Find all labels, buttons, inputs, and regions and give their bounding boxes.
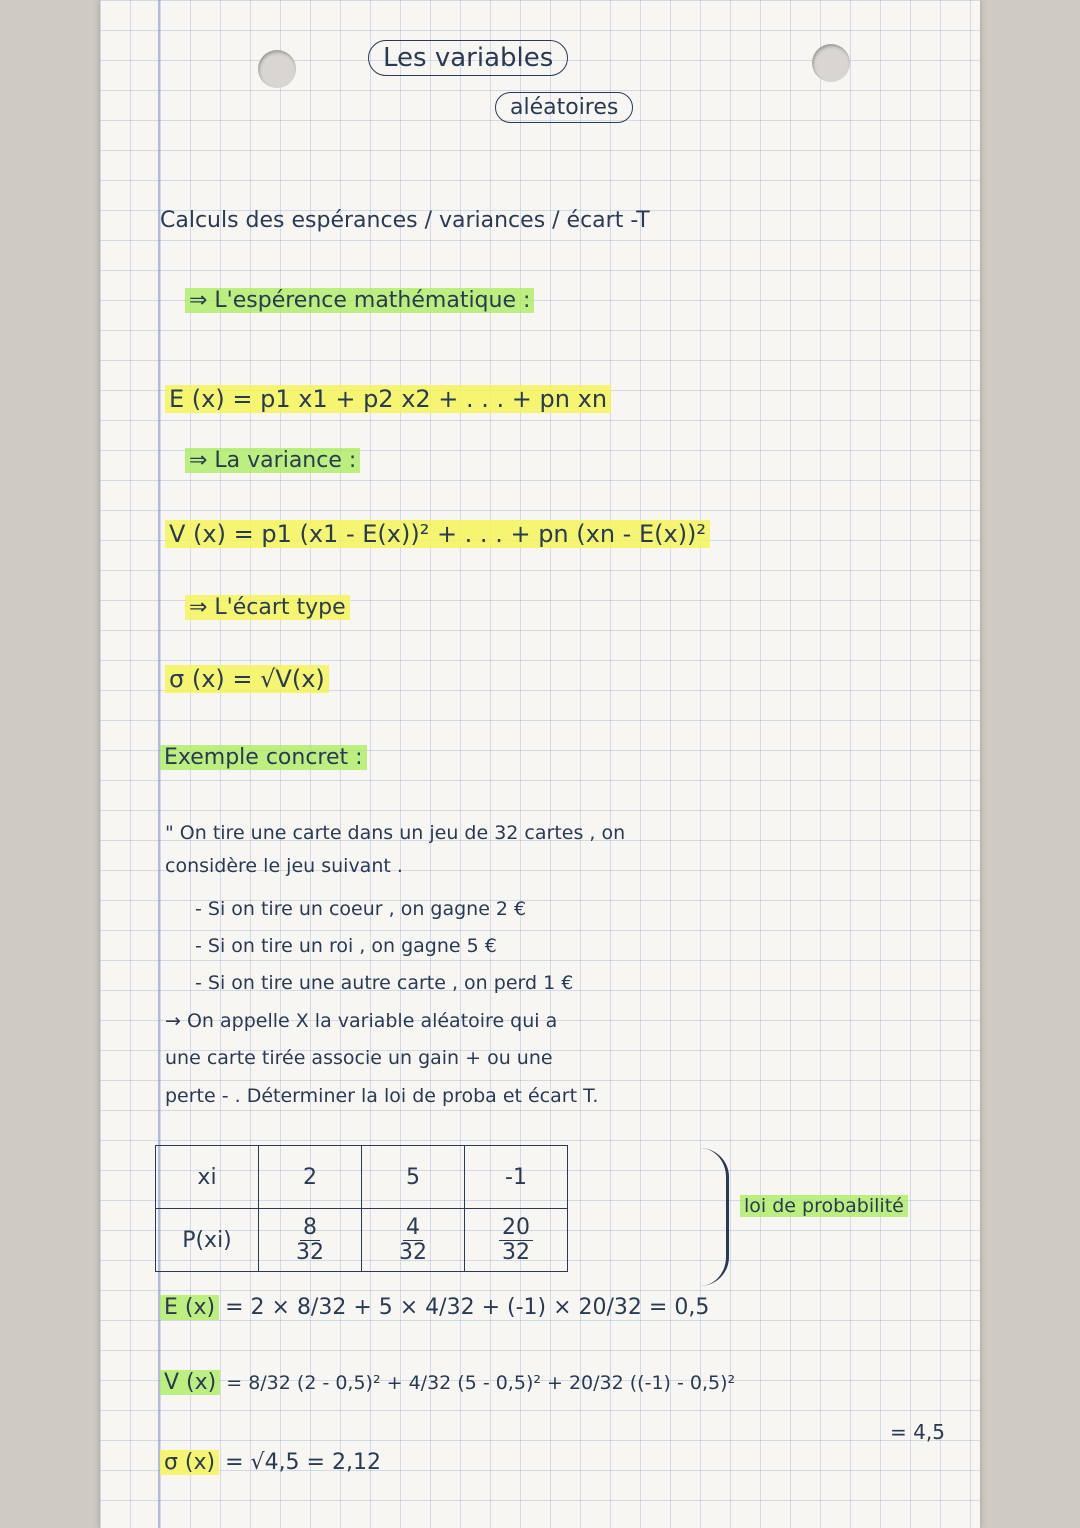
calc-ecart [160, 1450, 381, 1475]
example-line: une carte tirée associe un gain + ou une [165, 1047, 553, 1069]
esperance-formula-text: E (x) = p1 x1 + p2 x2 + . . . + pn xn [165, 385, 611, 413]
page-title: Les variables [368, 40, 568, 76]
variance-formula-text: V (x) = p1 (x1 - E(x))² + . . . + pn (xn - E(x))² [165, 520, 710, 548]
variance-label-text: ⇒ La variance : [185, 448, 360, 473]
example-line: - Si on tire un coeur , on gagne 2 € [195, 898, 527, 920]
table-cell: -1 [465, 1146, 568, 1209]
calc-S-label: σ (x) [160, 1450, 219, 1475]
calc-esperance [160, 1295, 709, 1320]
fraction-denominator: 32 [296, 1239, 324, 1265]
punch-hole-right [812, 44, 850, 82]
page-subtitle: aléatoires [495, 92, 633, 123]
calc-S-expr: = √4,5 = 2,12 [225, 1450, 381, 1475]
ecart-formula [165, 665, 329, 693]
table-cell: 2 [259, 1146, 362, 1209]
variance-label [185, 448, 360, 473]
example-line: perte - . Déterminer la loi de proba et écart T. [165, 1085, 599, 1107]
fraction-numerator: 4 [403, 1216, 423, 1240]
esperance-label-text: ⇒ L'espérence mathématique : [185, 288, 534, 313]
fraction-numerator: 20 [499, 1216, 533, 1240]
table-cell: xi [156, 1146, 259, 1209]
table-row [156, 1209, 568, 1272]
esperance-formula [165, 385, 611, 413]
section-heading-calculs: Calculs des espérances / variances / écart -T [160, 208, 650, 233]
table-cell [465, 1209, 568, 1272]
calc-V-result: = 4,5 [890, 1420, 945, 1444]
section-heading-exemple [160, 745, 367, 770]
probability-table [155, 1145, 568, 1272]
table-cell [362, 1209, 465, 1272]
fraction-denominator: 32 [502, 1239, 530, 1265]
example-line: → On appelle X la variable aléatoire qui a [165, 1010, 558, 1032]
esperance-label [185, 288, 534, 313]
calc-E-expr: = 2 × 8/32 + 5 × 4/32 + (-1) × 20/32 = 0,5 [225, 1295, 710, 1320]
calc-variance [160, 1370, 735, 1395]
ecart-label-text: ⇒ L'écart type [185, 595, 350, 620]
table-cell [259, 1209, 362, 1272]
notebook-page [100, 0, 980, 1528]
calc-E-label: E (x) [160, 1295, 219, 1320]
fraction-denominator: 32 [399, 1239, 427, 1265]
ecart-formula-text: σ (x) = √V(x) [165, 665, 329, 693]
loi-label-text: loi de probabilité [740, 1195, 908, 1217]
fraction-numerator: 8 [300, 1216, 320, 1240]
loi-label [740, 1195, 908, 1217]
fraction [399, 1216, 427, 1263]
example-line: - Si on tire un roi , on gagne 5 € [195, 935, 497, 957]
table-cell: 5 [362, 1146, 465, 1209]
table-cell: P(xi) [156, 1209, 259, 1272]
ecart-label [185, 595, 350, 620]
example-line: - Si on tire une autre carte , on perd 1 € [195, 972, 574, 994]
calc-V-label: V (x) [160, 1370, 220, 1395]
exemple-heading-text: Exemple concret : [160, 745, 367, 770]
calc-V-expr: = 8/32 (2 - 0,5)² + 4/32 (5 - 0,5)² + 20/32 ((-1) - 0,5)² [226, 1371, 736, 1394]
punch-hole-left [258, 50, 296, 88]
fraction [499, 1216, 533, 1263]
fraction [296, 1216, 324, 1263]
example-line: considère le jeu suivant . [165, 855, 403, 877]
variance-formula [165, 520, 710, 548]
example-line: " On tire une carte dans un jeu de 32 cartes , on [165, 822, 626, 844]
brace [700, 1148, 729, 1286]
table-row [156, 1146, 568, 1209]
